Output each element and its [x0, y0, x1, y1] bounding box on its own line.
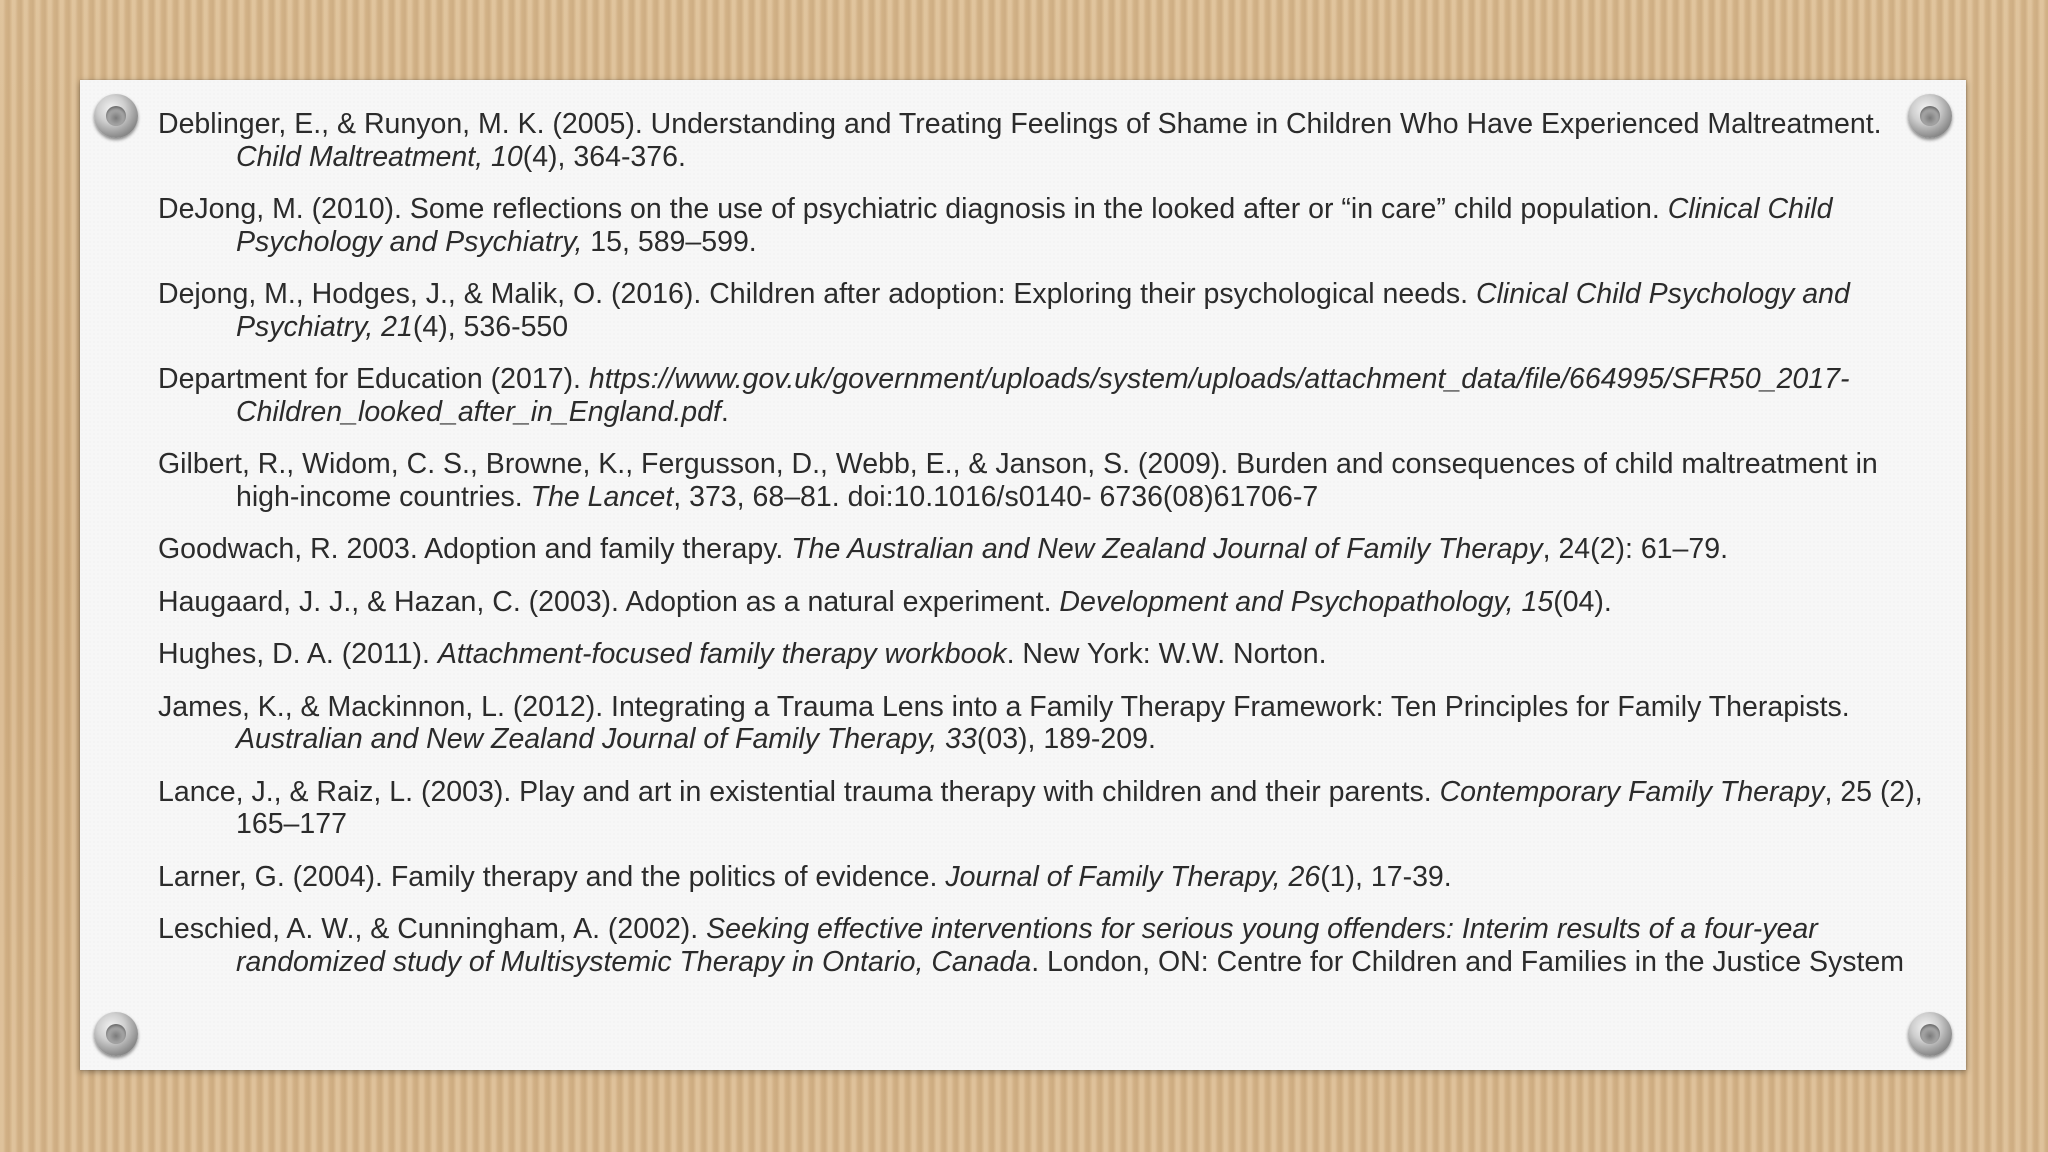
reference-source: Seeking effective interventions for serious young offenders: Interim results of a four-year randomized study of Multisystemic Therapy in Ontario, Canada — [236, 913, 1818, 978]
reference-entry — [158, 691, 1938, 756]
reference-text: Haugaard, J. J., & Hazan, C. (2003). Adoption as a natural experiment. — [158, 585, 1060, 618]
reference-entry — [158, 278, 1938, 343]
reference-source: The Australian and New Zealand Journal of Family Therapy — [791, 533, 1543, 565]
reference-text: DeJong, M. (2010). Some reflections on the use of psychiatric diagnosis in the looked after or “in care” child population. — [158, 193, 1668, 225]
reference-link[interactable]: https://www.gov.uk/government/uploads/system/uploads/attachment_data/file/664995/SFR50_2017-Children_looked_after_in_England.pdf — [236, 363, 1850, 428]
reference-text: Goodwach, R. 2003. Adoption and family therapy. — [158, 533, 792, 565]
reference-text: . — [720, 395, 729, 428]
reference-text: . London, ON: Centre for Children and Families in the Justice System — [1031, 945, 1905, 978]
reference-text: (4), 364-376. — [522, 140, 686, 173]
reference-text: Hughes, D. A. (2011). — [158, 638, 438, 670]
reference-entry — [158, 586, 1938, 619]
reference-text: , 25 (2), 165–177 — [236, 775, 1923, 840]
reference-entry — [158, 193, 1938, 258]
reference-source: Clinical Child Psychology and Psychiatry, — [236, 193, 1833, 258]
reference-text: , 24(2): 61–79. — [1542, 533, 1728, 565]
reference-source: The Lancet — [530, 480, 674, 513]
reference-text: , 373, 68–81. doi:10.1016/s0140- 6736(08)61706-7 — [673, 480, 1319, 513]
reference-text: James, K., & Mackinnon, L. (2012). Integrating a Trauma Lens into a Family Therapy Framework: Ten Principles for Family Therapists. — [158, 690, 1850, 723]
reference-text: (4), 536-550 — [412, 310, 569, 343]
reference-entry — [158, 448, 1938, 513]
reference-source: Clinical Child Psychology and Psychiatry, 21 — [236, 278, 1850, 343]
reference-entry — [158, 638, 1938, 671]
reference-entry — [158, 108, 1938, 173]
reference-source: Child Maltreatment, 10 — [236, 140, 523, 173]
reference-text: (03), 189-209. — [976, 723, 1156, 755]
reference-entry — [158, 913, 1938, 978]
reference-text: Larner, G. (2004). Family therapy and the politics of evidence. — [158, 860, 946, 893]
rivet-bottom-right-icon — [1908, 1012, 1952, 1056]
reference-text: Gilbert, R., Widom, C. S., Browne, K., Fergusson, D., Webb, E., & Janson, S. (2009). Burden and consequences of child maltreatment in high-income countries. — [158, 448, 1878, 513]
reference-source: Journal of Family Therapy, 26 — [945, 860, 1321, 893]
reference-text: Dejong, M., Hodges, J., & Malik, O. (2016). Children after adoption: Exploring their psychological needs. — [158, 278, 1476, 310]
reference-text: Leschied, A. W., & Cunningham, A. (2002). — [158, 913, 707, 945]
reference-list — [158, 108, 1938, 998]
reference-source: Attachment-focused family therapy workbook — [437, 638, 1007, 670]
reference-source: Contemporary Family Therapy — [1439, 775, 1825, 808]
reference-source: Development and Psychopathology, 15 — [1059, 585, 1554, 618]
reference-entry — [158, 776, 1938, 841]
reference-text: (1), 17-39. — [1320, 860, 1452, 893]
reference-source: Australian and New Zealand Journal of Family Therapy, 33 — [236, 723, 977, 755]
reference-text: . New York: W.W. Norton. — [1006, 638, 1327, 670]
rivet-bottom-left-icon — [94, 1012, 138, 1056]
reference-entry — [158, 861, 1938, 894]
reference-text: Lance, J., & Raiz, L. (2003). Play and art in existential trauma therapy with children and their parents. — [158, 775, 1440, 808]
reference-text: Deblinger, E., & Runyon, M. K. (2005). Understanding and Treating Feelings of Shame in Children Who Have Experienced Maltreatment. — [158, 108, 1882, 140]
reference-entry — [158, 363, 1938, 428]
reference-text: (04). — [1553, 585, 1612, 618]
rivet-top-left-icon — [94, 94, 138, 138]
reference-text: Department for Education (2017). — [158, 363, 589, 395]
reference-text: 15, 589–599. — [582, 225, 757, 258]
reference-entry — [158, 533, 1938, 566]
